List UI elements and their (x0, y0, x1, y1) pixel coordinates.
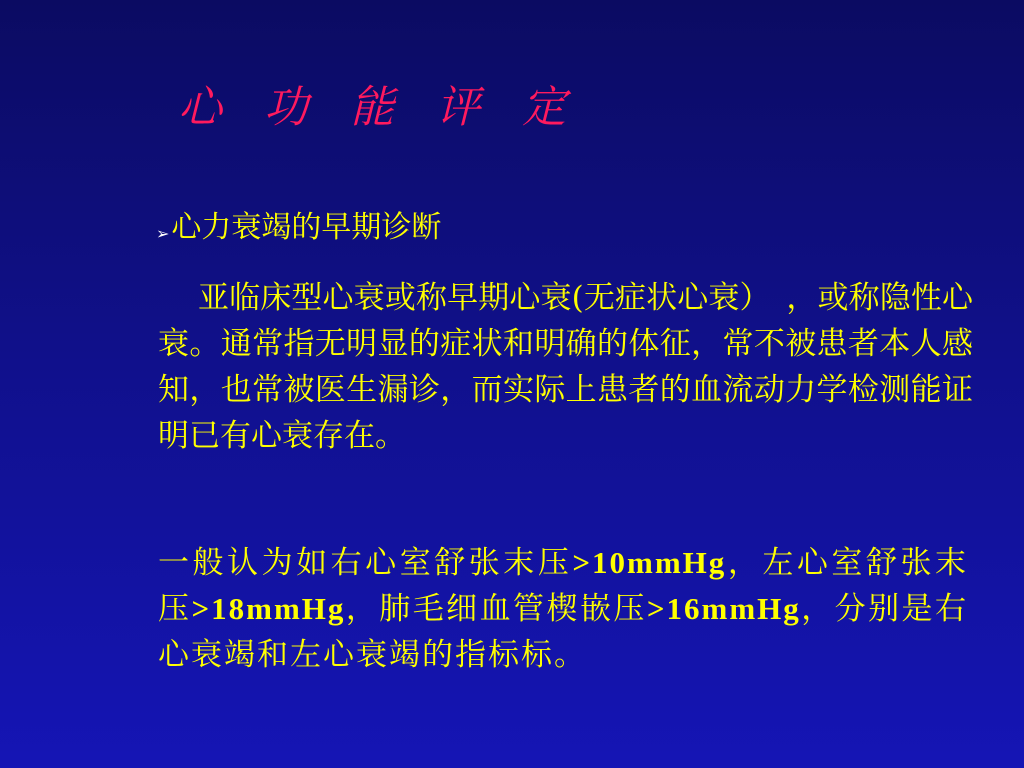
slide-title: 心 功 能 评 定 (178, 82, 580, 133)
criteria-text-2: ，左心室舒张末压 (158, 545, 969, 627)
paragraph-pressure-criteria (158, 540, 968, 678)
arrowhead-bullet-icon: ➢ (156, 223, 170, 243)
left-ventricle-pressure-value: >18mmHg (191, 591, 346, 626)
pulmonary-wedge-pressure-value: >16mmHg (646, 591, 801, 626)
paragraph-subclinical-definition: 亚临床型心衰或称早期心衰(无症状心衰） ，或称隐性心衰。通常指无明显的症状和明确的体征，常不被患者本人感知，也常被医生漏诊，而实际上患者的血流动力学检测能证明已有心衰存在。 (158, 280, 973, 454)
bullet-heading: 心力衰竭的早期诊断 (171, 210, 442, 245)
criteria-text-3: ，肺毛细血管楔嵌压 (345, 591, 647, 627)
criteria-text-1: 一般认为如右心室舒张末压 (158, 545, 573, 581)
criteria-text-4: ，分别是右心衰竭和左心衰竭的指标标。 (158, 591, 969, 673)
bullet-item (156, 206, 441, 250)
right-ventricle-pressure-value: >10mmHg (572, 545, 727, 580)
